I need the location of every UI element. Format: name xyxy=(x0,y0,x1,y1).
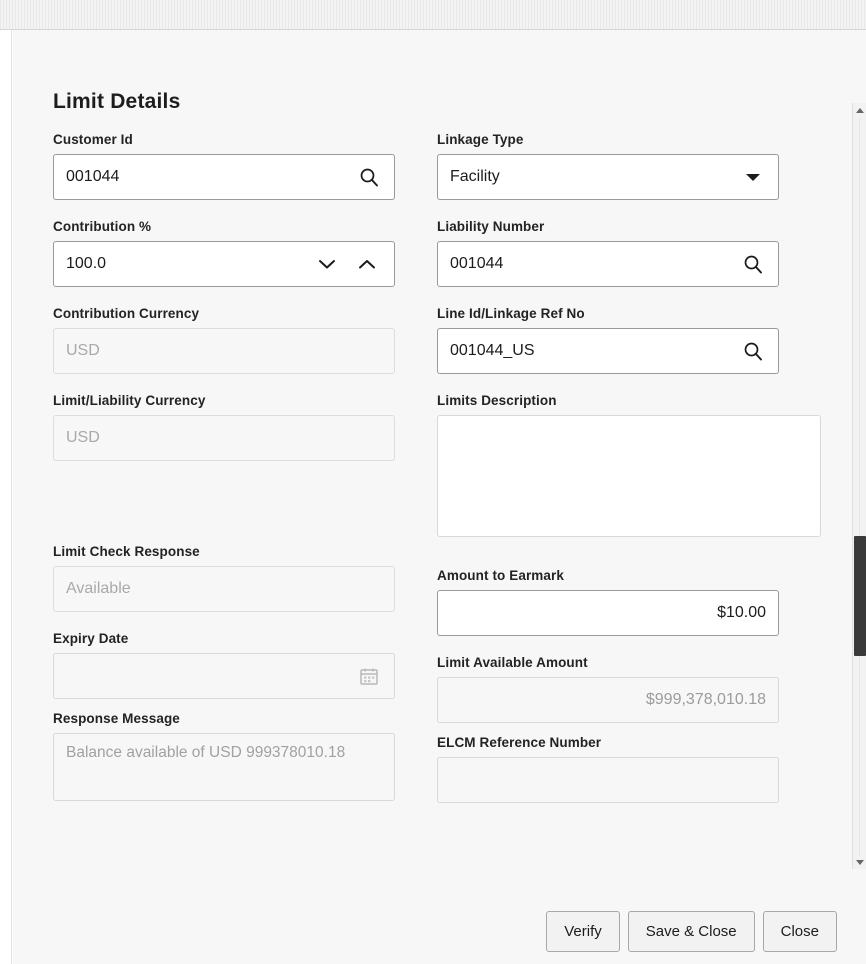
field-line-id-linkage-ref-no xyxy=(437,306,779,374)
scrollbar-thumb[interactable] xyxy=(854,536,866,656)
limit-check-response-input xyxy=(53,566,395,612)
contribution-currency-input xyxy=(53,328,395,374)
contribution-pct-value: 100.0 xyxy=(66,255,107,272)
contribution-currency-placeholder: USD xyxy=(66,342,100,359)
field-contribution-currency xyxy=(53,306,395,374)
customer-id-input[interactable] xyxy=(53,154,395,200)
field-limit-liability-currency xyxy=(53,393,395,461)
search-icon[interactable] xyxy=(740,338,766,364)
chevron-down-icon[interactable] xyxy=(740,164,766,190)
scroll-up-arrow-icon[interactable] xyxy=(853,103,866,117)
limit-available-amount-label: Limit Available Amount xyxy=(437,655,588,670)
amount-to-earmark-input[interactable] xyxy=(437,590,779,636)
save-and-close-button[interactable]: Save & Close xyxy=(628,911,755,952)
liability-number-label: Liability Number xyxy=(437,219,545,234)
limit-liability-currency-label: Limit/Liability Currency xyxy=(53,393,206,408)
field-amount-to-earmark xyxy=(437,568,779,636)
right-column xyxy=(437,132,779,822)
amount-to-earmark-value: $10.00 xyxy=(717,604,766,621)
limit-liability-currency-input xyxy=(53,415,395,461)
verify-button[interactable]: Verify xyxy=(546,911,620,952)
limit-details-panel xyxy=(13,30,866,964)
contribution-pct-input[interactable] xyxy=(53,241,395,287)
field-liability-number xyxy=(437,219,779,287)
dialog-actions xyxy=(546,911,837,952)
amount-to-earmark-label: Amount to Earmark xyxy=(437,568,564,583)
customer-id-value: 001044 xyxy=(66,168,120,185)
field-customer-id xyxy=(53,132,395,200)
window-top-strip xyxy=(0,0,866,30)
limit-available-amount-input xyxy=(437,677,779,723)
contribution-pct-label: Contribution % xyxy=(53,219,152,234)
line-id-linkage-ref-no-value: 001044_US xyxy=(450,342,535,359)
customer-id-label: Customer Id xyxy=(53,132,133,147)
linkage-type-value: Facility xyxy=(450,168,500,185)
line-id-linkage-ref-no-input[interactable] xyxy=(437,328,779,374)
limit-available-amount-value: $999,378,010.18 xyxy=(645,691,766,708)
linkage-type-select[interactable] xyxy=(437,154,779,200)
field-linkage-type xyxy=(437,132,779,200)
limit-liability-currency-placeholder: USD xyxy=(66,429,100,446)
field-response-message xyxy=(53,711,395,801)
close-button[interactable]: Close xyxy=(763,911,837,952)
window-left-edge xyxy=(0,30,12,964)
liability-number-value: 001044 xyxy=(450,255,504,272)
limit-details-dialog xyxy=(26,60,865,964)
liability-number-input[interactable] xyxy=(437,241,779,287)
right-column-spacer xyxy=(437,556,779,568)
expiry-date-label: Expiry Date xyxy=(53,631,129,646)
field-limits-description xyxy=(437,393,779,537)
chevron-up-icon[interactable] xyxy=(354,251,380,277)
response-message-value: Balance available of USD 999378010.18 xyxy=(53,733,395,801)
linkage-type-label: Linkage Type xyxy=(437,132,524,147)
search-icon[interactable] xyxy=(356,164,382,190)
field-limit-check-response xyxy=(53,544,395,612)
scroll-down-arrow-icon[interactable] xyxy=(853,855,866,869)
field-elcm-reference-number xyxy=(437,735,779,803)
elcm-reference-number-label: ELCM Reference Number xyxy=(437,735,602,750)
left-column-spacer xyxy=(53,480,395,544)
response-message-label: Response Message xyxy=(53,711,180,726)
vertical-scrollbar[interactable] xyxy=(852,103,866,869)
scrollbar-track[interactable] xyxy=(859,117,860,855)
limit-check-response-placeholder: Available xyxy=(66,580,131,597)
search-icon[interactable] xyxy=(740,251,766,277)
limits-description-label: Limits Description xyxy=(437,393,557,408)
limits-description-textarea[interactable] xyxy=(437,415,821,537)
contribution-currency-label: Contribution Currency xyxy=(53,306,200,321)
limit-check-response-label: Limit Check Response xyxy=(53,544,200,559)
field-limit-available-amount xyxy=(437,655,779,723)
left-column xyxy=(53,132,395,820)
elcm-reference-number-input[interactable] xyxy=(437,757,779,803)
calendar-icon[interactable] xyxy=(356,663,382,689)
page-title: Limit Details xyxy=(53,90,181,113)
expiry-date-input[interactable] xyxy=(53,653,395,699)
contribution-pct-stepper[interactable] xyxy=(314,251,382,277)
chevron-down-icon[interactable] xyxy=(314,251,340,277)
field-expiry-date xyxy=(53,631,395,699)
line-id-linkage-ref-no-label: Line Id/Linkage Ref No xyxy=(437,306,585,321)
field-contribution-pct xyxy=(53,219,395,287)
